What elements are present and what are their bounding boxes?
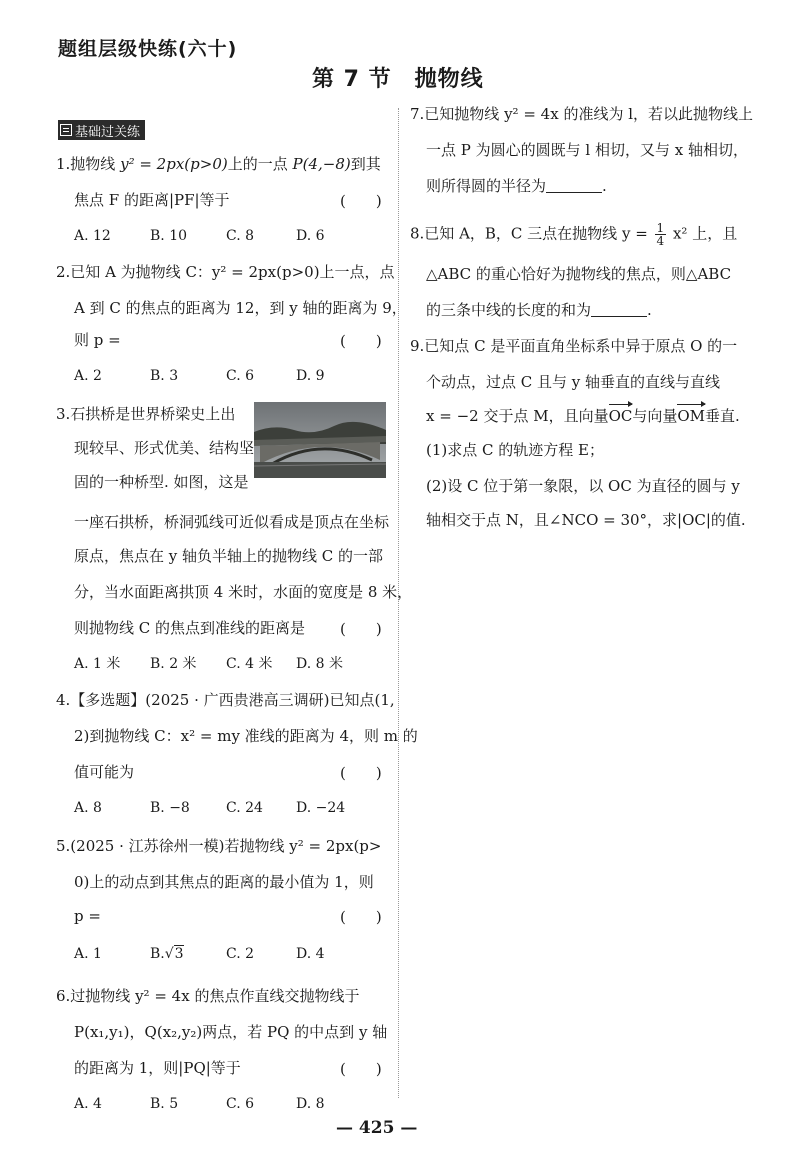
problem-3-line-4: 一座石拱桥，桥洞弧线可近似看成是顶点在坐标 — [74, 513, 390, 531]
problem-5-answer-paren: ( ) — [340, 908, 382, 926]
fraction-one-quarter: $\frac{1}{4}$ — [656, 221, 665, 248]
problem-1-line-2: 焦点 F 的距离|PF|等于 — [74, 191, 230, 209]
problem-9-sub-2-line-2: 轴相交于点 N，且∠NCO = 30°，求|OC|的值. — [426, 511, 746, 529]
problem-3-line-1: 3.石拱桥是世界桥梁史上出 — [56, 405, 236, 423]
option-a: A. 2 — [74, 368, 102, 384]
problem-6-line-2: P(x₁,y₁)，Q(x₂,y₂)两点，若 PQ 的中点到 y 轴 — [74, 1023, 388, 1041]
problem-9-sub-2-line-1: (2)设 C 位于第一象限，以 OC 为直径的圆与 y — [426, 477, 740, 495]
book-icon — [60, 124, 72, 136]
option-c: C. 4 米 — [226, 656, 273, 672]
problem-5-line-2: 0)上的动点到其焦点的距离的最小值为 1，则 — [74, 873, 374, 891]
section-title: 第 7 节 抛物线 — [312, 67, 484, 92]
problem-3-line-5: 原点，焦点在 y 轴负半轴上的抛物线 C 的一部 — [74, 547, 384, 565]
option-d: D. 4 — [296, 946, 325, 962]
problem-7-line-3: 则所得圆的半径为 . — [426, 177, 607, 195]
option-b: B. 5 — [150, 1096, 179, 1112]
option-c: C. 24 — [226, 800, 263, 816]
option-b: B. −8 — [150, 800, 190, 816]
problem-1-options — [74, 226, 325, 246]
problem-4-line-1: 4.【多选题】(2025 · 广西贵港高三调研)已知点(1, — [56, 691, 395, 709]
option-c: C. 6 — [226, 1096, 255, 1112]
problem-9-sub-1: (1)求点 C 的轨迹方程 E； — [426, 441, 604, 459]
problem-2-line-3: 则 p = — [74, 331, 121, 349]
problem-2-options — [74, 366, 325, 386]
problem-1-line-1: 1.抛物线 y² = 2px(p>0)上的一点 P(4,−8)到其 — [56, 155, 381, 173]
vector-oc: OC — [608, 407, 633, 425]
badge-label: 基础过关练 — [75, 124, 141, 140]
problem-3-line-3: 固的一种桥型. 如图，这是 — [74, 473, 249, 491]
option-d: D. 8 米 — [296, 656, 343, 672]
answer-blank[interactable] — [591, 302, 647, 317]
problem-6-line-1: 6.过抛物线 y² = 4x 的焦点作直线交抛物线于 — [56, 987, 360, 1005]
problem-5-line-3: p = — [74, 907, 101, 925]
problem-2-answer-paren: ( ) — [340, 332, 382, 350]
problem-4-line-2: 2)到抛物线 C：x² = my 准线的距离为 4，则 m 的 — [74, 727, 418, 745]
option-c: C. 6 — [226, 368, 255, 384]
column-divider — [398, 108, 399, 1098]
sqrt-radicand: 3 — [174, 946, 184, 962]
answer-blank[interactable] — [546, 178, 602, 193]
problem-8-line-2: △ABC 的重心恰好为抛物线的焦点，则△ABC — [426, 265, 732, 283]
problem-8-line-1: 8.已知 A，B，C 三点在抛物线 y = $\frac{1}{4}$ x² 上，且 — [410, 221, 738, 248]
page-header-title: 题组层级快练(六十) — [58, 38, 238, 60]
vector-om: OM — [677, 407, 706, 425]
problem-9-line-2: 个动点，过点 C 且与 y 轴垂直的直线与直线 — [426, 373, 721, 391]
option-b: B. 2 米 — [150, 656, 197, 672]
problem-6-line-3: 的距离为 1，则|PQ|等于 — [74, 1059, 241, 1077]
option-d: D. −24 — [296, 800, 346, 816]
problem-5-line-1: 5.(2025 · 江苏徐州一模)若抛物线 y² = 2px(p> — [56, 837, 382, 855]
option-d: D. 6 — [296, 228, 325, 244]
option-a: A. 8 — [74, 800, 102, 816]
problem-1-answer-paren: ( ) — [340, 192, 382, 210]
option-a: A. 4 — [74, 1096, 102, 1112]
problem-7-line-2: 一点 P 为圆心的圆既与 l 相切，又与 x 轴相切， — [426, 141, 748, 159]
option-c: C. 8 — [226, 228, 255, 244]
problem-4-line-3: 值可能为 — [74, 763, 135, 781]
bridge-image — [254, 402, 386, 478]
problem-9-line-1: 9.已知点 C 是平面直角坐标系中异于原点 O 的一 — [410, 337, 738, 355]
problem-8-line-3: 的三条中线的长度的和为 . — [426, 301, 652, 319]
option-b: B. 3 — [150, 368, 179, 384]
problem-9-line-3: x = −2 交于点 M，且向量OC与向量OM垂直. — [426, 407, 740, 425]
option-b: B. 10 — [150, 228, 188, 244]
problem-7-line-1: 7.已知抛物线 y² = 4x 的准线为 l，若以此抛物线上 — [410, 105, 754, 123]
problem-2-line-1: 2.已知 A 为抛物线 C：y² = 2px(p>0)上一点，点 — [56, 263, 395, 281]
problem-6-options — [74, 1094, 325, 1114]
basic-practice-badge — [58, 120, 145, 140]
problem-2-line-2: A 到 C 的焦点的距离为 12，到 y 轴的距离为 9， — [74, 299, 407, 317]
page-number: — 425 — — [336, 1118, 418, 1138]
problem-3-line-2: 现较早、形式优美、结构坚 — [74, 439, 255, 457]
option-a: A. 12 — [74, 228, 111, 244]
problem-4-answer-paren: ( ) — [340, 764, 382, 782]
problem-3-line-7: 则抛物线 C 的焦点到准线的距离是 — [74, 619, 306, 637]
problem-3-options — [74, 654, 343, 674]
problem-5-options — [74, 944, 325, 964]
option-d: D. 8 — [296, 1096, 325, 1112]
problem-3-answer-paren: ( ) — [340, 620, 382, 638]
option-d: D. 9 — [296, 368, 325, 384]
problem-3-line-6: 分，当水面距离拱顶 4 米时，水面的宽度是 8 米， — [74, 583, 413, 601]
stone-arch-bridge-photo — [254, 402, 386, 478]
option-a: A. 1 米 — [74, 656, 121, 672]
option-c: C. 2 — [226, 946, 255, 962]
option-a: A. 1 — [74, 946, 102, 962]
option-b: B.√3 — [150, 946, 184, 962]
problem-6-answer-paren: ( ) — [340, 1060, 382, 1078]
problem-4-options — [74, 798, 345, 818]
